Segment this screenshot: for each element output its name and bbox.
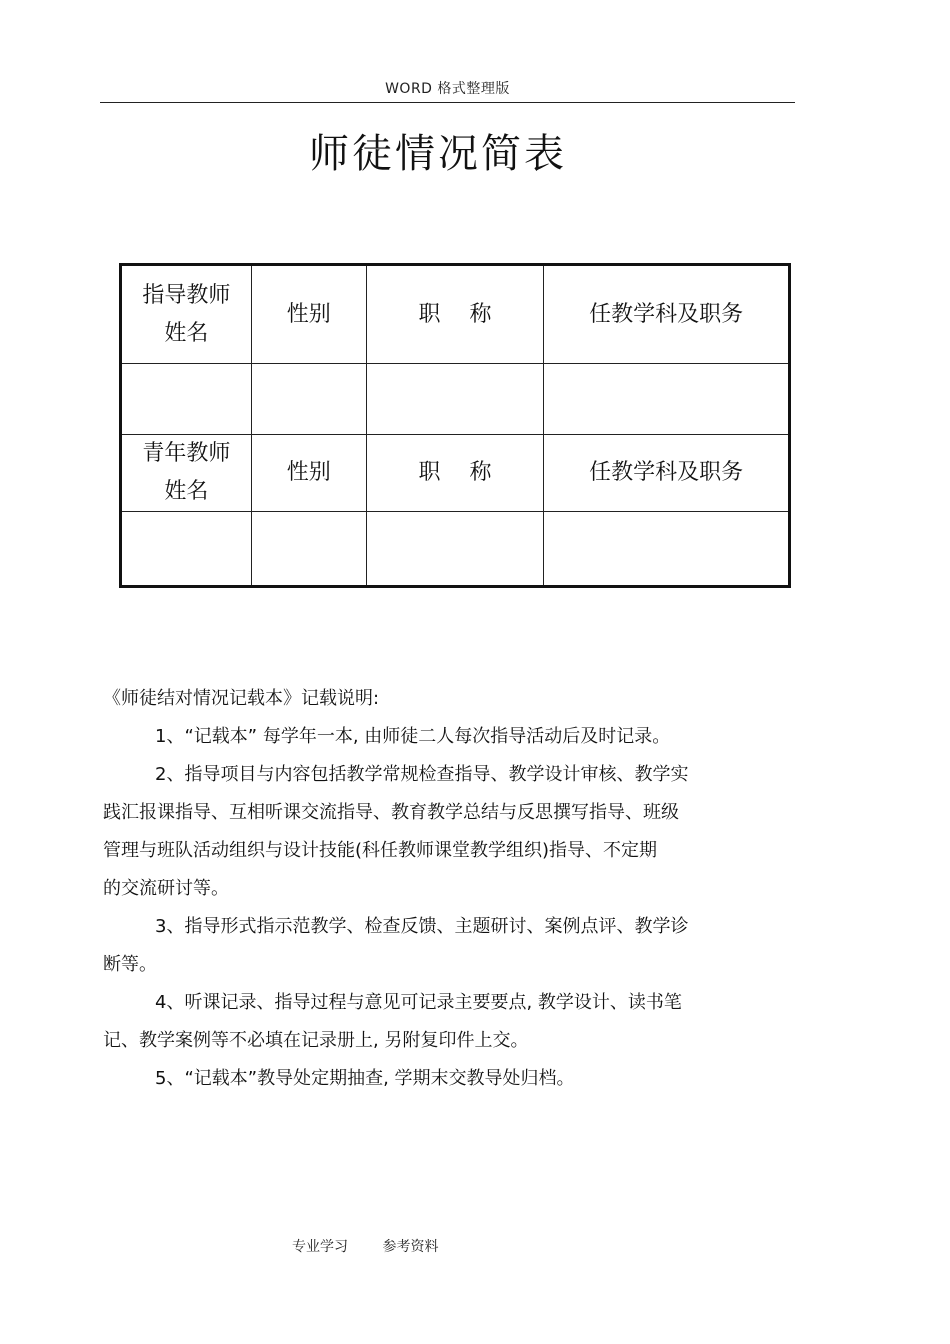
youth-name-cell[interactable] xyxy=(121,512,252,587)
table-row xyxy=(121,364,790,435)
instruction-item-4-line1: 4、听课记录、指导过程与意见可记录主要要点, 教学设计、读书笔 xyxy=(155,992,682,1013)
youth-name-line1: 青年教师 xyxy=(142,441,231,466)
instruction-item-4-line2: 记、教学案例等不必填在记录册上, 另附复印件上交。 xyxy=(103,1030,529,1051)
youth-gender-cell[interactable] xyxy=(251,512,366,587)
instruction-item-1: 1、“记载本” 每学年一本, 由师徒二人每次指导活动后及时记录。 xyxy=(155,726,671,747)
mentor-subject-cell[interactable] xyxy=(544,364,790,435)
mentor-gender-cell[interactable] xyxy=(251,364,366,435)
table-row xyxy=(121,512,790,587)
mentor-name-cell[interactable] xyxy=(121,364,252,435)
instruction-item-2-line3: 管理与班队活动组织与设计技能(科任教师课堂教学组织)指导、不定期 xyxy=(103,840,658,861)
instruction-item-5: 5、“记载本”教导处定期抽查, 学期末交教导处归档。 xyxy=(155,1068,575,1089)
mentor-name-header xyxy=(121,265,252,364)
instruction-item-2-line4: 的交流研讨等。 xyxy=(103,878,229,899)
instructions-section xyxy=(103,680,783,1098)
youth-name-header xyxy=(121,435,252,512)
mentor-title-cell[interactable] xyxy=(366,364,544,435)
youth-name-line2: 姓名 xyxy=(164,479,209,504)
mentor-apprentice-table xyxy=(119,263,791,588)
page-header: WORD 格式整理版 xyxy=(385,81,510,97)
youth-subject-cell[interactable] xyxy=(544,512,790,587)
mentor-name-line2: 姓名 xyxy=(164,320,209,346)
instruction-item-3-line1: 3、指导形式指示范教学、检查反馈、主题研讨、案例点评、教学诊 xyxy=(155,916,689,937)
instruction-item-2-line1: 2、指导项目与内容包括教学常规检查指导、教学设计审核、教学实 xyxy=(155,764,689,785)
header-divider xyxy=(100,102,795,103)
instruction-item-3-line2: 断等。 xyxy=(103,954,157,975)
instruction-item-2-line2: 践汇报课指导、互相听课交流指导、教育教学总结与反思撰写指导、班级 xyxy=(103,802,679,823)
youth-title-cell[interactable] xyxy=(366,512,544,587)
page-title: 师徒情况简表 xyxy=(309,131,567,177)
youth-gender-header: 性别 xyxy=(251,435,366,512)
footer-left-text: 专业学习 xyxy=(292,1239,348,1255)
instructions-heading: 《师徒结对情况记载本》记载说明: xyxy=(103,688,380,709)
youth-subject-header: 任教学科及职务 xyxy=(544,435,790,512)
mentor-title-header: 职 称 xyxy=(366,265,544,364)
youth-title-header: 职 称 xyxy=(366,435,544,512)
table-row xyxy=(121,265,790,364)
footer-right-text: 参考资料 xyxy=(382,1239,439,1255)
mentor-name-line1: 指导教师 xyxy=(142,282,231,308)
mentor-gender-header: 性别 xyxy=(251,265,366,364)
mentor-subject-header: 任教学科及职务 xyxy=(544,265,790,364)
page-footer xyxy=(292,1236,468,1256)
table-row xyxy=(121,435,790,512)
